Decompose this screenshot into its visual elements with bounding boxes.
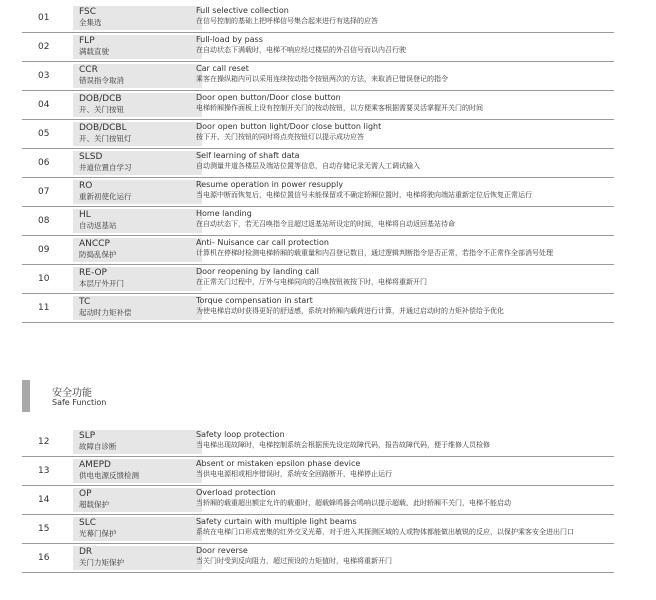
function-name-cn: 供电电源反馈检测: [79, 471, 139, 480]
function-name-en: Self learning of shaft data: [196, 151, 300, 160]
row-number: 11: [38, 303, 50, 313]
function-code: DR: [79, 547, 93, 557]
row-number: 01: [38, 13, 50, 23]
function-detail-cn: 当关门时受到反向阻力，超过预设的力矩值时，电梯将重新开门: [196, 557, 392, 565]
function-detail-cn: 电梯轿厢操作面板上设有控制开关门的按动按钮，以方便乘客根据需要灵活掌握开关门的时间: [196, 104, 483, 112]
function-name-en: Door reverse: [196, 546, 248, 555]
function-code-cell: [73, 267, 202, 291]
function-name-en: Absent or mistaken epsilon phase device: [196, 459, 361, 468]
function-description: [196, 180, 616, 200]
function-name-cn: 开、关门按钮灯: [79, 134, 132, 143]
function-code: SLSD: [79, 152, 103, 162]
row-number: 14: [38, 495, 50, 505]
function-row: [22, 4, 614, 33]
function-code: SLP: [79, 431, 96, 441]
function-detail-cn: 按下开、关门按钮的同时将点亮按钮灯以提示成功应答: [196, 133, 364, 141]
function-code: AMEPD: [79, 460, 111, 470]
function-detail-cn: 当电源中断而恢复后，电梯位置信号未能保留或不确定轿厢位置时，电梯将驶向端站重新定位后恢复正常运行: [196, 191, 532, 199]
function-code-cell: [73, 64, 202, 88]
function-row: [22, 265, 614, 294]
function-name-en: Door reopening by landing call: [196, 267, 319, 276]
function-description: [196, 122, 616, 142]
function-name-cn: 防捣乱保护: [79, 250, 117, 259]
function-code-cell: [73, 122, 202, 146]
function-row: [22, 207, 614, 236]
function-name-en: Full selective collection: [196, 6, 289, 15]
function-description: [196, 151, 616, 171]
function-code-cell: [73, 238, 202, 262]
function-description: [196, 35, 616, 55]
row-number: 02: [38, 42, 50, 52]
function-row: [22, 486, 614, 515]
function-description: [196, 517, 616, 537]
function-description: [196, 459, 616, 479]
row-number: 06: [38, 158, 50, 168]
function-code-cell: [73, 6, 202, 30]
function-detail-cn: 自动测量井道各楼层及端站位置等信息，自动存储记录无需人工调试输入: [196, 162, 420, 170]
function-code: DOB/DCB: [79, 94, 122, 104]
function-name-cn: 自动返基站: [79, 221, 117, 230]
function-name-cn: 全集选: [79, 18, 102, 27]
function-code: DOB/DCBL: [79, 123, 127, 133]
function-name-cn: 井道位置自学习: [79, 163, 132, 172]
function-code: RE-OP: [79, 268, 107, 278]
function-name-en: Resume operation in power resupply: [196, 180, 344, 189]
section-title-cn: 安全功能: [52, 388, 92, 399]
function-description: [196, 296, 616, 316]
function-name-cn: 起动时力矩补偿: [79, 308, 132, 317]
function-description: [196, 93, 616, 113]
function-name-cn: 本层厅外开门: [79, 279, 124, 288]
row-number: 04: [38, 100, 50, 110]
row-number: 10: [38, 274, 50, 284]
function-code: TC: [79, 297, 91, 307]
function-name-cn: 关门力矩保护: [79, 558, 124, 567]
function-description: [196, 209, 616, 229]
row-number: 07: [38, 187, 50, 197]
function-detail-cn: 计算机在停梯时检测电梯轿厢的载重量和内召登记数目，通过逻辑判断指令是否正常，若指令不正常作全部消号处理: [196, 249, 553, 257]
function-name-cn: 错误指令取消: [79, 76, 124, 85]
function-code: FSC: [79, 7, 97, 17]
function-detail-cn: 当轿厢的载重超出额定允许的载重时，超载蜂鸣器会鸣响以提示超载，此时轿厢不关门，电梯不能启动: [196, 499, 511, 507]
function-detail-cn: 为使电梯启动时获得更好的舒适感，系统对轿厢内载荷进行计算，并通过启动时的力矩补偿给予优化: [196, 307, 504, 315]
function-code: SLC: [79, 518, 97, 528]
function-name-cn: 超载保护: [79, 500, 109, 509]
function-name-en: Torque compensation in start: [196, 296, 313, 305]
function-code: RO: [79, 181, 93, 191]
function-row: [22, 149, 614, 178]
function-name-en: Full-load by pass: [196, 35, 263, 44]
function-detail-cn: 在自动状态下，若无召唤指令且超过返基站所设定的时间，电梯将自动返回基站待命: [196, 220, 455, 228]
function-name-cn: 开、关门按钮: [79, 105, 124, 114]
function-code-cell: [73, 209, 202, 233]
function-code: OP: [79, 489, 92, 499]
function-row: [22, 91, 614, 120]
function-code-cell: [73, 180, 202, 204]
function-detail-cn: 乘客在操纵箱内可以采用连续按动指令按钮两次的方法，来取消已错误登记的指令: [196, 75, 448, 83]
function-name-cn: 光幕门保护: [79, 529, 117, 538]
function-name-en: Home landing: [196, 209, 252, 218]
function-name-cn: 重新初使化运行: [79, 192, 132, 201]
row-number: 08: [38, 216, 50, 226]
function-detail-cn: 在信号控制的基础上把呼梯信号集合起来进行有选择的应答: [196, 17, 378, 25]
function-description: [196, 238, 616, 258]
function-code-cell: [73, 296, 202, 320]
function-name-en: Car call reset: [196, 64, 249, 73]
function-detail-cn: 在正常关门过程中，厅外与电梯同向的召唤按钮被按下时，电梯将重新开门: [196, 278, 427, 286]
function-row: [22, 62, 614, 91]
function-row: [22, 178, 614, 207]
function-name-en: Safety curtain with multiple light beams: [196, 517, 357, 526]
function-description: [196, 488, 616, 508]
section-header-safe-function: [22, 376, 322, 416]
function-detail-cn: 系统在电梯门口形成密集的红外交叉光幕，对于进入其探测区域的人或物体都能做出敏锐的反应，以保护乘客安全进出门口: [196, 528, 574, 536]
function-detail-cn: 当电梯出现故障时，电梯控制系统会根据预先设定故障代码，报告故障代码，便于维修人员检修: [196, 441, 490, 449]
function-detail-cn: 在自动状态下满载时，电梯不响应经过楼层的外召信号而以内召行驶: [196, 46, 406, 54]
row-number: 05: [38, 129, 50, 139]
function-row: [22, 515, 614, 544]
function-row: [22, 33, 614, 62]
function-description: [196, 267, 616, 287]
row-number: 09: [38, 245, 50, 255]
section-title-en: Safe Function: [52, 398, 107, 407]
function-row: [22, 294, 614, 323]
function-code-cell: [73, 488, 202, 512]
row-number: 13: [38, 466, 50, 476]
function-code: ANCCP: [79, 239, 110, 249]
function-code: HL: [79, 210, 91, 220]
function-name-cn: 满载直驶: [79, 47, 109, 56]
function-code-cell: [73, 459, 202, 483]
section-marker-bar: [22, 380, 30, 412]
function-row: [22, 428, 614, 457]
function-row: [22, 457, 614, 486]
row-number: 16: [38, 553, 50, 563]
function-code-cell: [73, 35, 202, 59]
function-description: [196, 546, 616, 566]
function-code: FLP: [79, 36, 95, 46]
row-number: 03: [38, 71, 50, 81]
function-name-en: Safety loop protection: [196, 430, 285, 439]
function-description: [196, 430, 616, 450]
function-code-cell: [73, 430, 202, 454]
function-name-en: Overload protection: [196, 488, 276, 497]
row-number: 15: [38, 524, 50, 534]
function-code-cell: [73, 546, 202, 570]
function-code-cell: [73, 517, 202, 541]
function-code-cell: [73, 151, 202, 175]
function-code: CCR: [79, 65, 98, 75]
function-name-en: Door open button light/Door close button light: [196, 122, 382, 131]
function-description: [196, 6, 616, 26]
safe-function-table: [22, 428, 614, 573]
row-number: 12: [38, 437, 50, 447]
function-name-en: Anti- Nuisance car call protection: [196, 238, 329, 247]
function-name-en: Door open button/Door close button: [196, 93, 341, 102]
function-row: [22, 120, 614, 149]
function-name-cn: 故障自诊断: [79, 442, 117, 451]
standard-function-table: [22, 4, 614, 323]
function-row: [22, 236, 614, 265]
function-description: [196, 64, 616, 84]
function-row: [22, 544, 614, 573]
function-code-cell: [73, 93, 202, 117]
function-detail-cn: 当供电电源相或相序错误时，系统安全回路断开，电梯停止运行: [196, 470, 392, 478]
